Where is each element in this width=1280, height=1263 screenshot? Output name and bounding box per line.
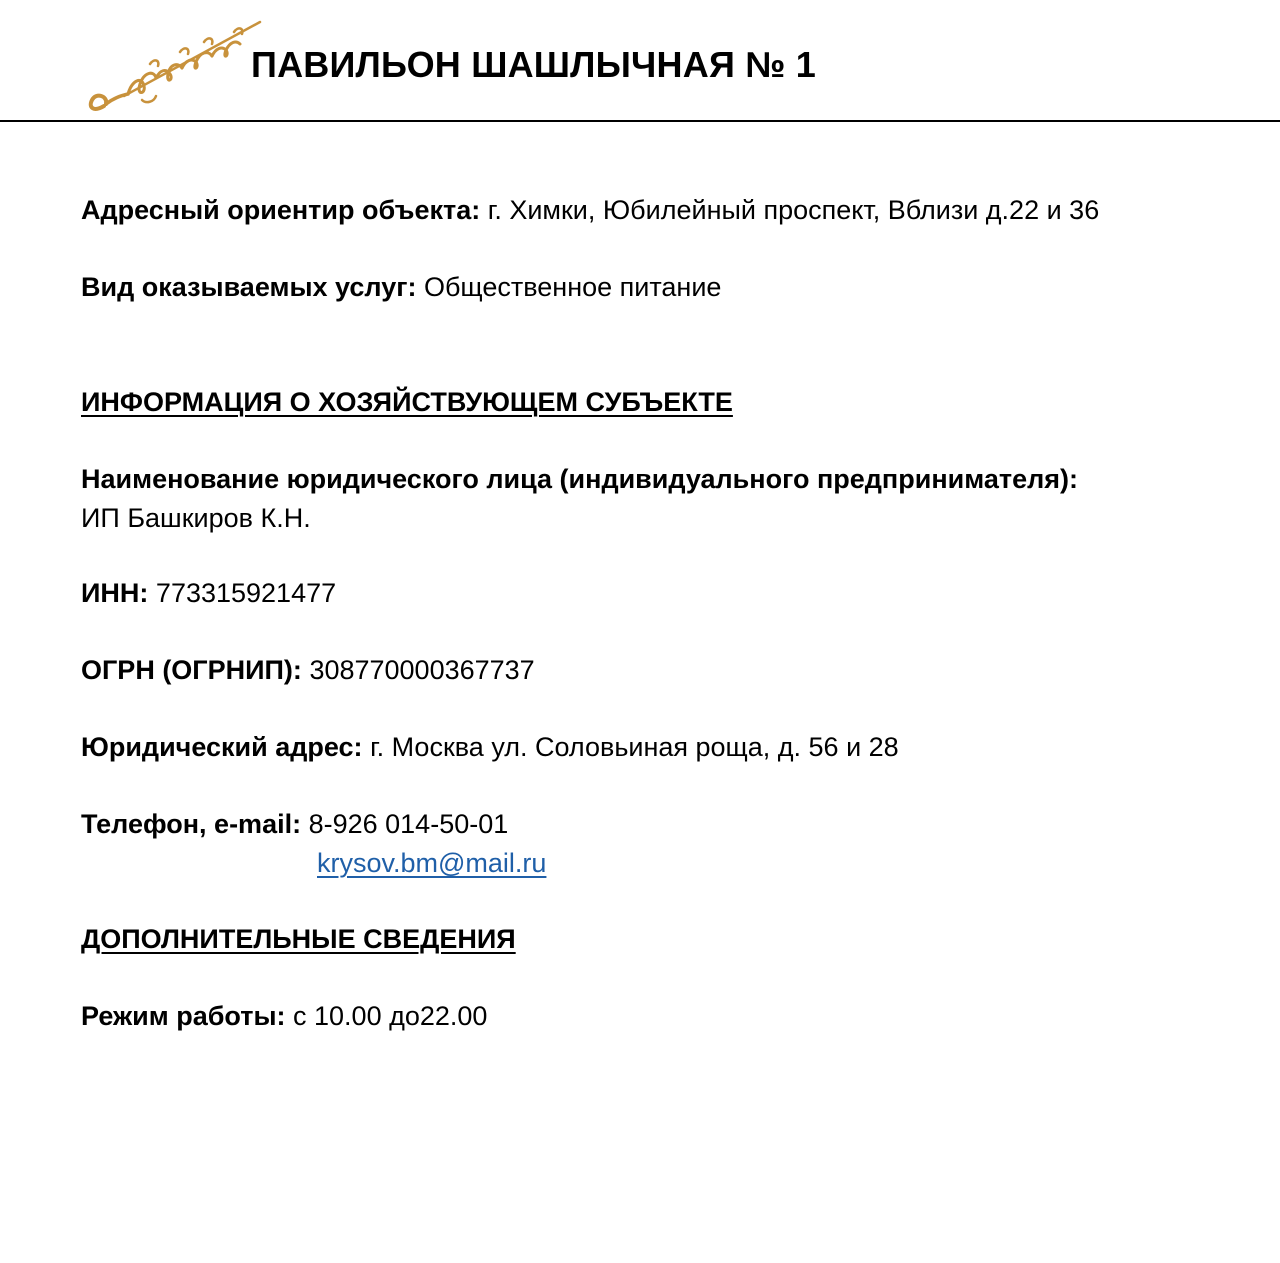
entity-name-row <box>81 460 1078 538</box>
ornamental-skewer-logo-icon <box>84 14 266 118</box>
legal-address-label: Юридический адрес: <box>81 732 363 762</box>
hours-label: Режим работы: <box>81 1001 286 1031</box>
inn-value: 773315921477 <box>155 578 337 608</box>
service-value: Общественное питание <box>423 272 722 302</box>
service-row <box>81 268 721 307</box>
page-header <box>0 0 1280 122</box>
legal-address-value: г. Москва ул. Соловьиная роща, д. 56 и 28 <box>370 732 899 762</box>
header-divider <box>0 120 1280 122</box>
inn-label: ИНН: <box>81 578 149 608</box>
entity-name-label: Наименование юридического лица (индивидуального предпринимателя): <box>81 464 1078 494</box>
address-label: Адресный ориентир объекта: <box>81 195 481 225</box>
email-link[interactable]: krysov.bm@mail.ru <box>317 848 547 878</box>
hours-row <box>81 997 487 1036</box>
ogrn-label: ОГРН (ОГРНИП): <box>81 655 302 685</box>
entity-section-title: ИНФОРМАЦИЯ О ХОЗЯЙСТВУЮЩЕМ СУБЪЕКТЕ <box>81 387 733 417</box>
address-value: г. Химки, Юбилейный проспект, Вблизи д.22 и 36 <box>487 195 1100 225</box>
address-row <box>81 191 1099 230</box>
service-label: Вид оказываемых услуг: <box>81 272 417 302</box>
hours-value: с 10.00 до22.00 <box>293 1001 488 1031</box>
email-row <box>317 844 546 883</box>
ogrn-row <box>81 651 535 690</box>
ogrn-value: 308770000367737 <box>309 655 535 685</box>
contacts-row <box>81 805 508 844</box>
page-title: ПАВИЛЬОН ШАШЛЫЧНАЯ № 1 <box>251 44 816 85</box>
inn-row <box>81 574 336 613</box>
additional-section-title: ДОПОЛНИТЕЛЬНЫЕ СВЕДЕНИЯ <box>81 924 516 954</box>
phone-value: 8-926 014-50-01 <box>308 809 509 839</box>
entity-name-value: ИП Башкиров К.Н. <box>81 503 311 533</box>
legal-address-row <box>81 728 899 767</box>
contacts-label: Телефон, e-mail: <box>81 809 302 839</box>
